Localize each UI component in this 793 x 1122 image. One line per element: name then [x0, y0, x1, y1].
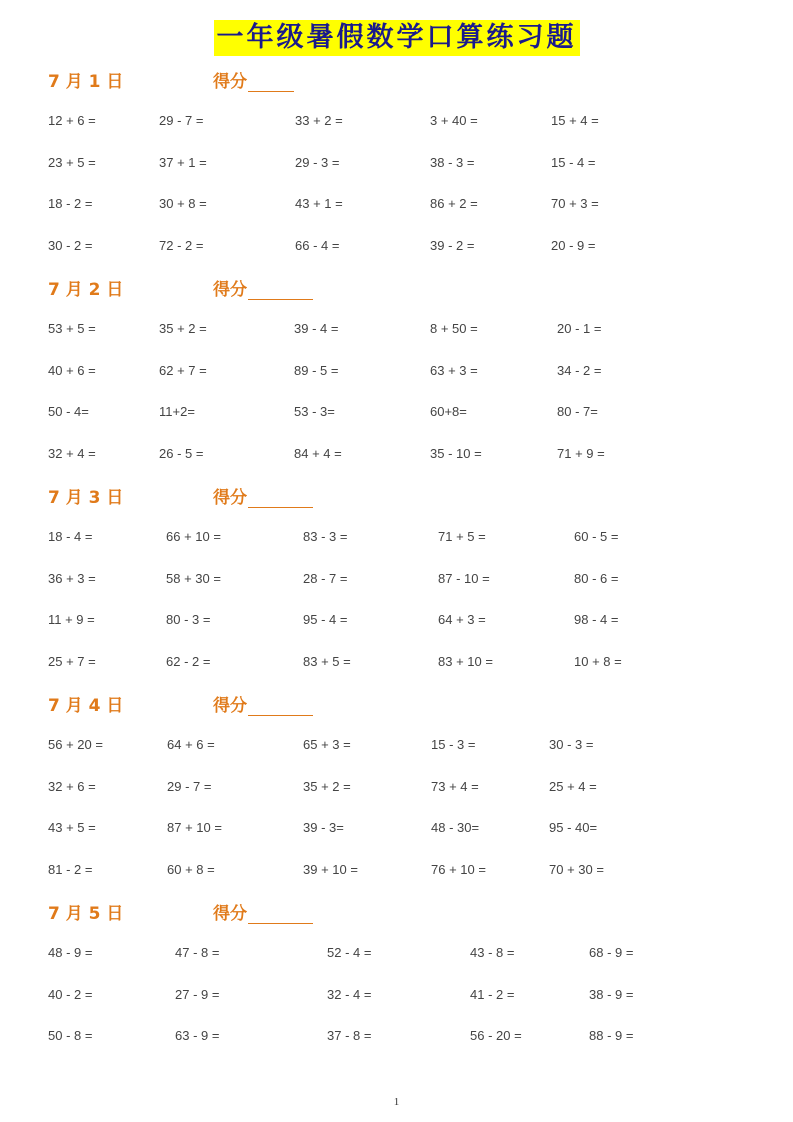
- arithmetic-problem: 29 - 3 =: [295, 154, 340, 170]
- arithmetic-problem: 64 + 6 =: [167, 737, 215, 752]
- arithmetic-problem: 95 - 4 =: [303, 612, 348, 627]
- arithmetic-problem: 35 + 2 =: [159, 321, 207, 336]
- arithmetic-problem: 43 + 5 =: [48, 820, 96, 835]
- arithmetic-problem: 48 - 30=: [431, 820, 480, 835]
- arithmetic-problem: 53 + 5 =: [48, 321, 96, 336]
- title-wrapper: [0, 20, 793, 56]
- arithmetic-problem: 38 - 3 =: [430, 154, 475, 170]
- arithmetic-problem: 60 + 8 =: [167, 861, 215, 877]
- arithmetic-problem: 89 - 5 =: [294, 362, 339, 378]
- section-date: 7 月 1 日: [48, 72, 124, 92]
- arithmetic-problem: 3 + 40 =: [430, 113, 478, 128]
- page-number: 1: [393, 1096, 400, 1108]
- arithmetic-problem: 33 + 2 =: [295, 113, 343, 128]
- score-label: 得分: [213, 72, 247, 92]
- arithmetic-problem: 83 + 5 =: [303, 653, 351, 669]
- arithmetic-problem: 71 + 5 =: [438, 529, 486, 544]
- arithmetic-problem: 37 + 1 =: [159, 154, 207, 170]
- score-label: 得分: [213, 696, 247, 716]
- arithmetic-problem: 39 - 4 =: [294, 321, 339, 336]
- arithmetic-problem: 38 - 9 =: [589, 986, 634, 1002]
- score-blank-line[interactable]: [248, 697, 313, 716]
- score-label: 得分: [213, 280, 247, 300]
- arithmetic-problem: 83 - 3 =: [303, 529, 348, 544]
- arithmetic-problem: 70 + 30 =: [549, 861, 604, 877]
- arithmetic-problem: 37 - 8 =: [327, 1028, 372, 1043]
- arithmetic-problem: 50 - 8 =: [48, 1028, 93, 1043]
- arithmetic-problem: 84 + 4 =: [294, 445, 342, 461]
- arithmetic-problem: 98 - 4 =: [574, 612, 619, 627]
- arithmetic-problem: 32 + 6 =: [48, 778, 96, 794]
- arithmetic-problem: 86 + 2 =: [430, 196, 478, 211]
- arithmetic-problem: 36 + 3 =: [48, 570, 96, 586]
- arithmetic-problem: 68 - 9 =: [589, 945, 634, 960]
- score-blank-line[interactable]: [248, 73, 294, 92]
- arithmetic-problem: 76 + 10 =: [431, 861, 486, 877]
- arithmetic-problem: 25 + 4 =: [549, 778, 597, 794]
- arithmetic-problem: 35 + 2 =: [303, 778, 351, 794]
- arithmetic-problem: 88 - 9 =: [589, 1028, 634, 1043]
- arithmetic-problem: 80 - 7=: [557, 404, 598, 419]
- score-field: [213, 67, 294, 92]
- arithmetic-problem: 70 + 3 =: [551, 196, 599, 211]
- arithmetic-problem: 71 + 9 =: [557, 445, 605, 461]
- arithmetic-problem: 62 + 7 =: [159, 362, 207, 378]
- arithmetic-problem: 29 - 7 =: [159, 113, 204, 128]
- arithmetic-problem: 48 - 9 =: [48, 945, 93, 960]
- arithmetic-problem: 40 + 6 =: [48, 362, 96, 378]
- arithmetic-problem: 41 - 2 =: [470, 986, 515, 1002]
- arithmetic-problem: 20 - 9 =: [551, 237, 596, 253]
- arithmetic-problem: 15 + 4 =: [551, 113, 599, 128]
- score-blank-line[interactable]: [248, 489, 313, 508]
- arithmetic-problem: 11 + 9 =: [48, 612, 95, 627]
- arithmetic-problem: 15 - 4 =: [551, 154, 596, 170]
- arithmetic-problem: 72 - 2 =: [159, 237, 204, 253]
- arithmetic-problem: 63 - 9 =: [175, 1028, 220, 1043]
- arithmetic-problem: 65 + 3 =: [303, 737, 351, 752]
- arithmetic-problem: 32 - 4 =: [327, 986, 372, 1002]
- arithmetic-problem: 12 + 6 =: [48, 113, 96, 128]
- arithmetic-problem: 34 - 2 =: [557, 362, 602, 378]
- arithmetic-problem: 35 - 10 =: [430, 445, 482, 461]
- arithmetic-problem: 80 - 6 =: [574, 570, 619, 586]
- arithmetic-problem: 56 + 20 =: [48, 737, 103, 752]
- arithmetic-problem: 52 - 4 =: [327, 945, 372, 960]
- arithmetic-problem: 30 - 2 =: [48, 237, 93, 253]
- arithmetic-problem: 27 - 9 =: [175, 986, 220, 1002]
- arithmetic-problem: 56 - 20 =: [470, 1028, 522, 1043]
- section-date: 7 月 5 日: [48, 904, 124, 924]
- arithmetic-problem: 60 - 5 =: [574, 529, 619, 544]
- arithmetic-problem: 40 - 2 =: [48, 986, 93, 1002]
- arithmetic-problem: 53 - 3=: [294, 404, 335, 419]
- arithmetic-problem: 66 - 4 =: [295, 237, 340, 253]
- score-field: [213, 483, 313, 508]
- arithmetic-problem: 15 - 3 =: [431, 737, 476, 752]
- arithmetic-problem: 47 - 8 =: [175, 945, 220, 960]
- score-field: [213, 275, 313, 300]
- score-label: 得分: [213, 904, 247, 924]
- arithmetic-problem: 30 + 8 =: [159, 196, 207, 211]
- section-date: 7 月 4 日: [48, 696, 124, 716]
- arithmetic-problem: 66 + 10 =: [166, 529, 221, 544]
- arithmetic-problem: 87 - 10 =: [438, 570, 490, 586]
- arithmetic-problem: 43 + 1 =: [295, 196, 343, 211]
- arithmetic-problem: 25 + 7 =: [48, 653, 96, 669]
- arithmetic-problem: 20 - 1 =: [557, 321, 602, 336]
- score-blank-line[interactable]: [248, 905, 313, 924]
- arithmetic-problem: 64 + 3 =: [438, 612, 486, 627]
- arithmetic-problem: 95 - 40=: [549, 820, 598, 835]
- arithmetic-problem: 23 + 5 =: [48, 154, 96, 170]
- arithmetic-problem: 43 - 8 =: [470, 945, 515, 960]
- arithmetic-problem: 39 - 2 =: [430, 237, 475, 253]
- arithmetic-problem: 29 - 7 =: [167, 778, 212, 794]
- score-blank-line[interactable]: [248, 281, 313, 300]
- score-field: [213, 691, 313, 716]
- arithmetic-problem: 39 - 3=: [303, 820, 344, 835]
- arithmetic-problem: 80 - 3 =: [166, 612, 211, 627]
- arithmetic-problem: 73 + 4 =: [431, 778, 479, 794]
- arithmetic-problem: 26 - 5 =: [159, 445, 204, 461]
- arithmetic-problem: 83 + 10 =: [438, 653, 493, 669]
- arithmetic-problem: 11+2=: [159, 404, 195, 419]
- arithmetic-problem: 8 + 50 =: [430, 321, 478, 336]
- arithmetic-problem: 87 + 10 =: [167, 820, 222, 835]
- arithmetic-problem: 28 - 7 =: [303, 570, 348, 586]
- arithmetic-problem: 30 - 3 =: [549, 737, 594, 752]
- arithmetic-problem: 58 + 30 =: [166, 570, 221, 586]
- page-title: 一年级暑假数学口算练习题: [214, 20, 580, 56]
- arithmetic-problem: 39 + 10 =: [303, 861, 358, 877]
- arithmetic-problem: 50 - 4=: [48, 404, 89, 419]
- arithmetic-problem: 62 - 2 =: [166, 653, 211, 669]
- section-date: 7 月 2 日: [48, 280, 124, 300]
- arithmetic-problem: 32 + 4 =: [48, 445, 96, 461]
- arithmetic-problem: 81 - 2 =: [48, 861, 93, 877]
- arithmetic-problem: 18 - 2 =: [48, 196, 93, 211]
- arithmetic-problem: 10 + 8 =: [574, 653, 622, 669]
- arithmetic-problem: 18 - 4 =: [48, 529, 93, 544]
- score-field: [213, 899, 313, 924]
- score-label: 得分: [213, 488, 247, 508]
- section-date: 7 月 3 日: [48, 488, 124, 508]
- arithmetic-problem: 63 + 3 =: [430, 362, 478, 378]
- arithmetic-problem: 60+8=: [430, 404, 467, 419]
